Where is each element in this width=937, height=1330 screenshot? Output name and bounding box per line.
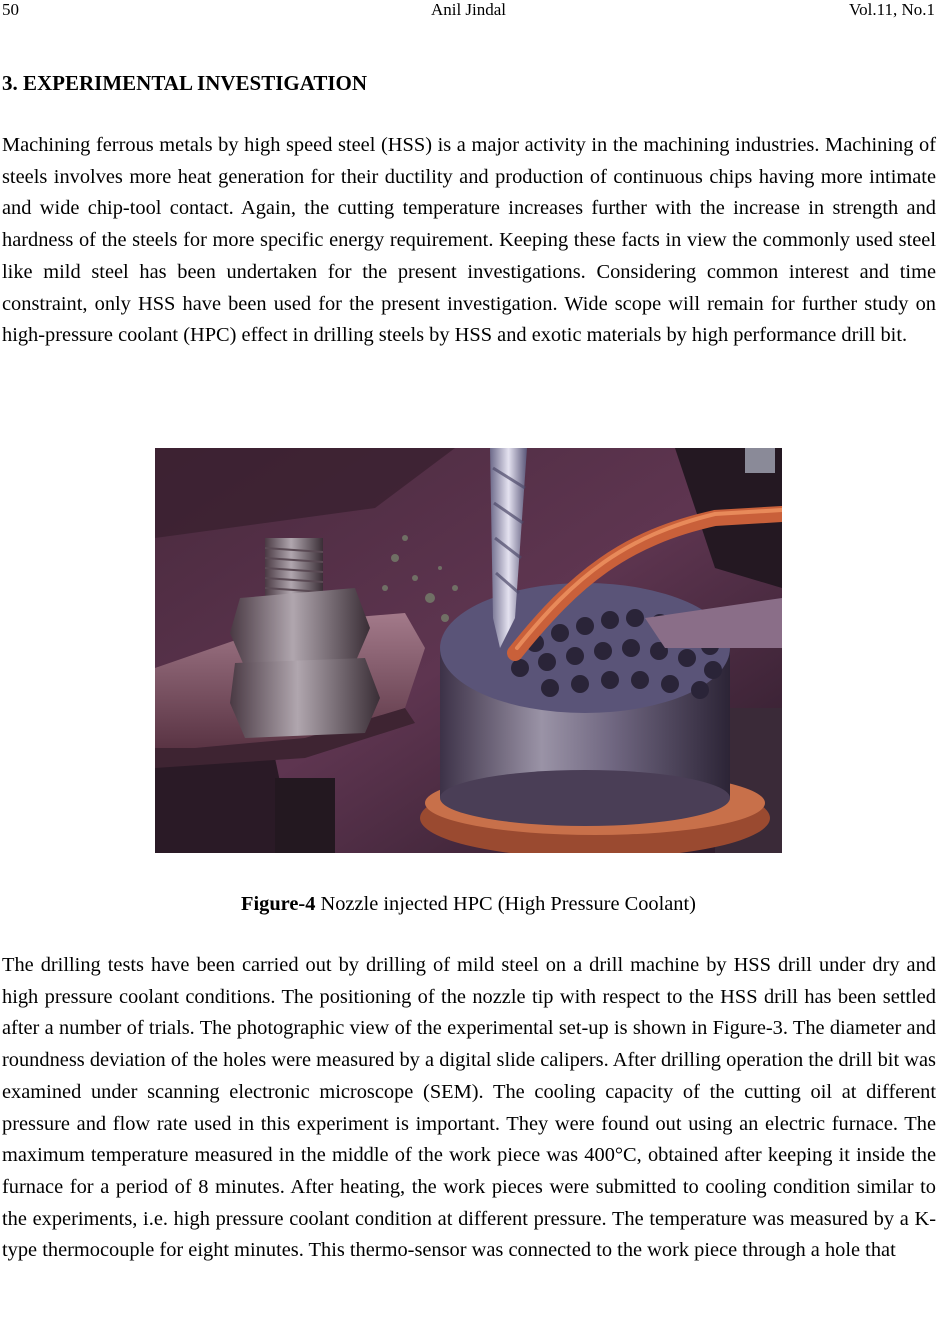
running-header xyxy=(0,0,937,22)
section-heading: 3. EXPERIMENTAL INVESTIGATION xyxy=(2,71,368,95)
experimental-setup-photo xyxy=(155,448,782,853)
paragraph-intro: Machining ferrous metals by high speed steel (HSS) is a major activity in the machining industries. Machining of steels involves more heat generation for their ductility and production of continuous chips having more intimate and wide chip-tool contact. Again, the cutting temperature increases further with the increase in strength and hardness of the steels for more specific energy requirement. Keeping these facts in view the commonly used steel like mild steel has been undertaken for the present investigations. Considering common interest and time constraint, only HSS have been used for the present investigation. Wide scope will remain for further study on high-pressure coolant (HPC) effect in drilling steels by HSS and exotic materials by high performance drill bit. xyxy=(2,134,936,347)
figure-label: Figure-4 xyxy=(241,893,316,915)
page-number: 50 xyxy=(2,0,19,19)
running-author: Anil Jindal xyxy=(430,0,507,19)
journal-volume: Vol.11, No.1 xyxy=(849,0,935,19)
figure-caption-text: Nozzle injected HPC (High Pressure Coolant) xyxy=(315,893,696,915)
figure-caption xyxy=(0,890,937,918)
paragraph-drilling-tests: The drilling tests have been carried out by drilling of mild steel on a drill machine by HSS drill under dry and high pressure coolant conditions. The positioning of the nozzle tip with respect to the HSS drill has been settled after a number of trials. The photographic view of the experimental set-up is shown in Figure-3. The diameter and roundness deviation of the holes were measured by a digital slide calipers. After drilling operation the drill bit was examined under scanning electronic microscope (SEM). The cooling capacity of the cutting oil at different pressure and flow rate used in this experiment is important. They were found out using an electric furnace. The maximum temperature measured in the middle of the work piece was 400°C, obtained after keeping it inside the furnace for a period of 8 minutes. After heating, the work pieces were submitted to cooling condition similar to the experiments, i.e. high pressure coolant condition at different pressure. The temperature was measured by a K-type thermocouple for eight minutes. This thermo-sensor was connected to the work piece through a hole that xyxy=(2,954,936,1262)
